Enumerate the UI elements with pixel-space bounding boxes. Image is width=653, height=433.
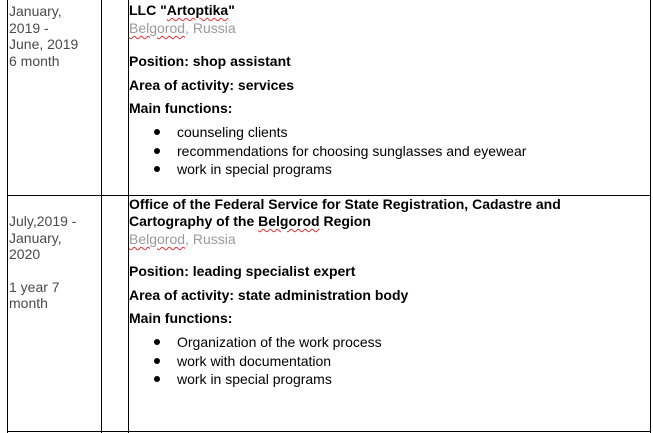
functions-list: [129, 333, 382, 389]
table-right-border: [650, 0, 651, 433]
bullet-icon: [154, 148, 160, 154]
table-column-divider-1: [101, 0, 102, 433]
functions-list: [129, 123, 526, 179]
period-cell: [9, 3, 101, 69]
list-item: work in special programs: [129, 370, 382, 389]
company-name-word: Artoptika: [166, 2, 229, 18]
period-line: 2020: [9, 246, 41, 262]
location-country: Russia: [192, 20, 236, 36]
list-item: counseling clients: [129, 123, 526, 142]
period-line: 2019 -: [9, 19, 49, 36]
bullet-icon: [154, 166, 160, 172]
period-cell: [9, 213, 101, 312]
list-item: work in special programs: [129, 160, 526, 179]
period-line: June, 2019: [9, 36, 79, 52]
area-of-activity: Area of activity: state administration body: [129, 287, 409, 303]
job-cell: [129, 1, 649, 195]
position-label: Position: leading specialist expert: [129, 263, 356, 279]
area-of-activity: Area of activity: services: [129, 77, 294, 93]
period-line: January,: [9, 3, 62, 19]
bullet-icon: [154, 129, 160, 135]
job-cell: [129, 196, 649, 431]
main-functions-label: Main functions:: [129, 100, 233, 116]
company-name: LLC "Artoptika": [129, 2, 235, 18]
period-line: January,: [9, 229, 62, 246]
location-country: Russia: [192, 231, 236, 247]
table-left-border: [7, 0, 8, 433]
list-item: Organization of the work process: [129, 333, 382, 352]
table-bottom-border: [7, 431, 651, 432]
period-gap: [9, 263, 101, 279]
position-label: Position: shop assistant: [129, 53, 291, 69]
bullet-icon: [154, 358, 160, 364]
location-city: Belgorod: [129, 231, 186, 247]
bullet-icon: [154, 339, 160, 345]
list-item: work with documentation: [129, 352, 382, 371]
bullet-icon: [154, 376, 160, 382]
period-line: 6 month: [9, 52, 60, 69]
location-city: Belgorod: [129, 20, 186, 36]
duration-line: month: [9, 295, 48, 311]
company-location: Belgorod, Russia: [129, 231, 236, 247]
list-item: recommendations for choosing sunglasses and eyewear: [129, 142, 526, 161]
company-name-word: Belgorod: [258, 213, 320, 229]
period-line: July,2019 -: [9, 213, 77, 229]
company-name: Office of the Federal Service for State Registration, Cadastre and Cartography of the Belgorod Region: [129, 196, 561, 229]
main-functions-label: Main functions:: [129, 310, 233, 326]
duration-line: 1 year 7: [9, 278, 60, 295]
company-location: Belgorod, Russia: [129, 20, 236, 36]
